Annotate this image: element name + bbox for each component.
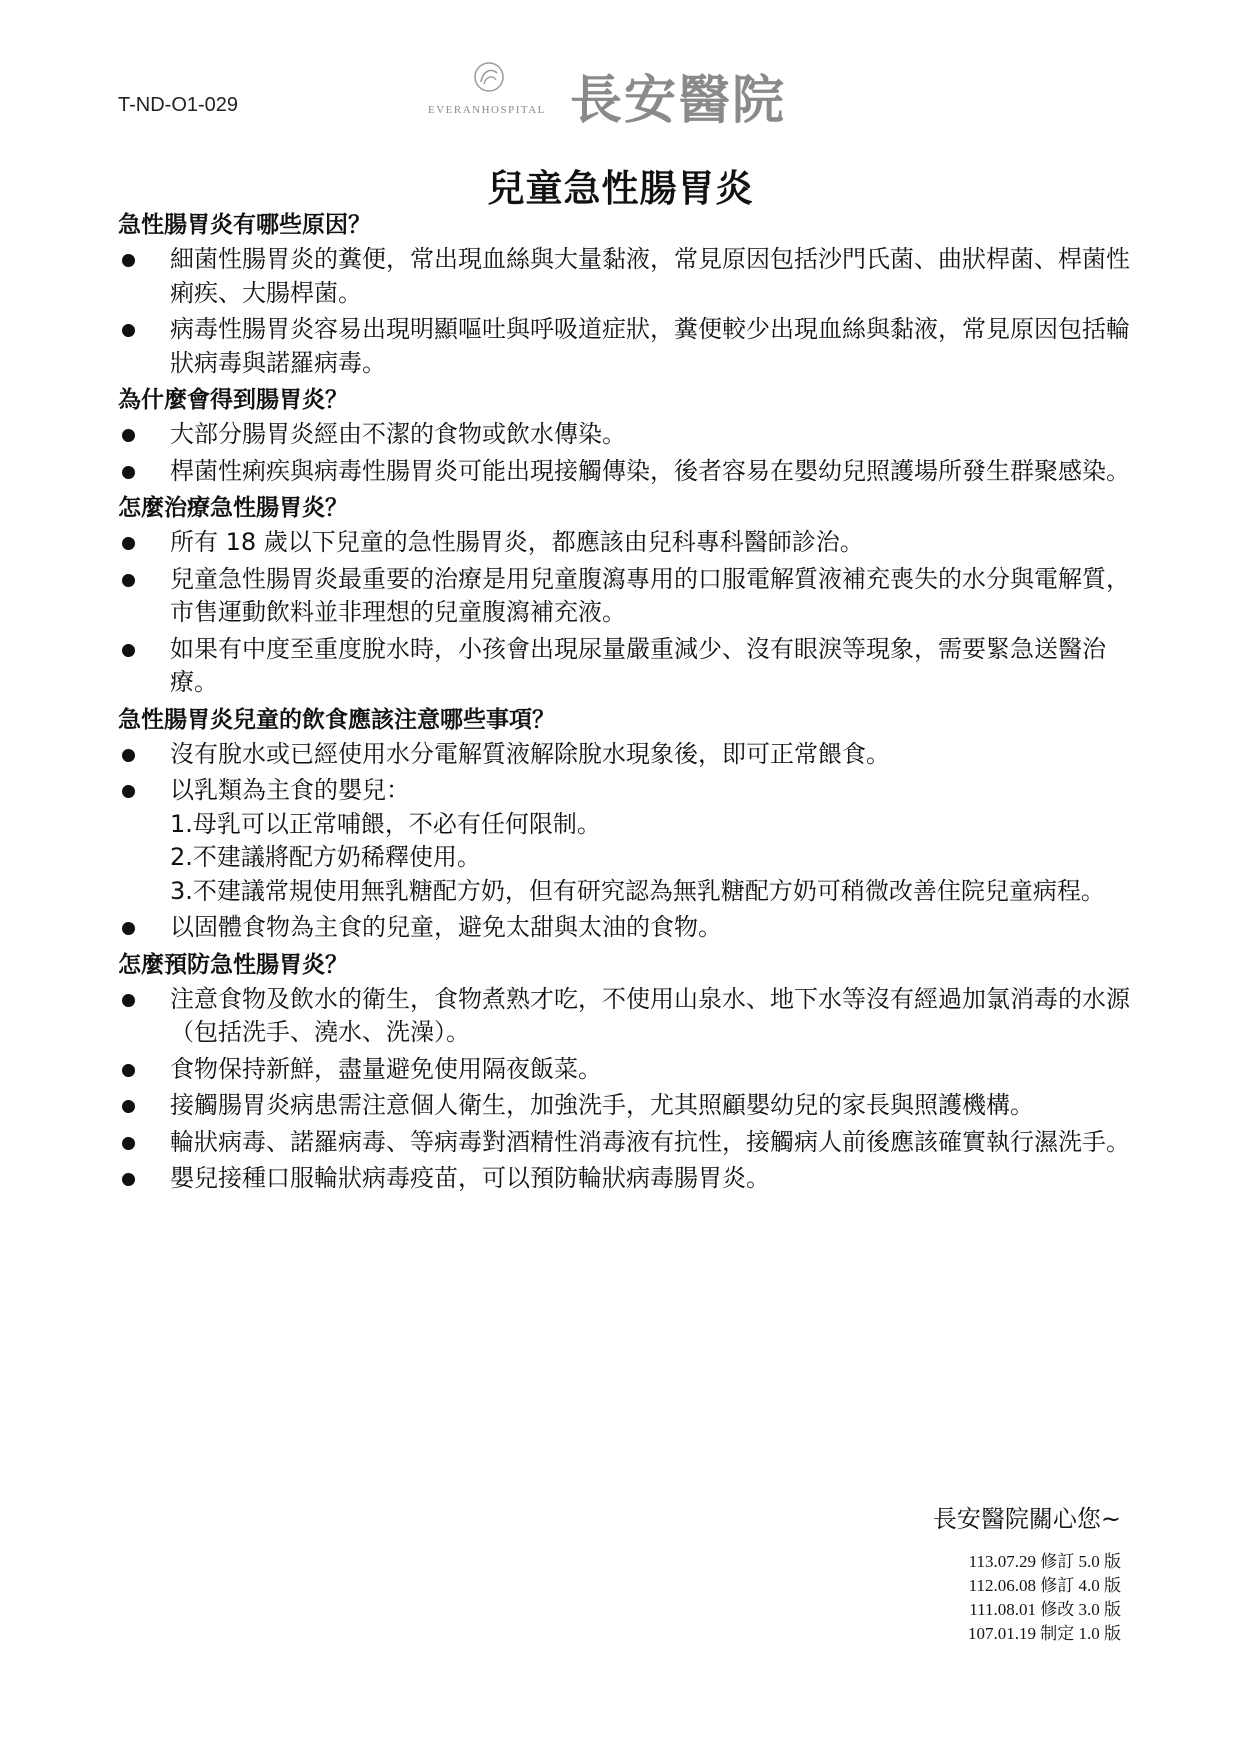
sub-list-item: 1.母乳可以正常哺餵，不必有任何限制。	[170, 809, 601, 838]
list-item	[118, 563, 1130, 630]
section-transmission	[118, 383, 1130, 488]
revision-line: 113.07.29 修訂 5.0 版	[968, 1552, 1121, 1571]
list-item-text: 病毒性腸胃炎容易出現明顯嘔吐與呼吸道症狀，糞便較少出現血絲與黏液，常見原因包括輪狀病毒與諾羅病毒。	[170, 315, 1130, 377]
list-item-text: 細菌性腸胃炎的糞便，常出現血絲與大量黏液，常見原因包括沙門氏菌、曲狀桿菌、桿菌性痢疾、大腸桿菌。	[170, 245, 1130, 307]
list-item	[118, 526, 1130, 560]
bullet-list	[118, 418, 1130, 488]
hospital-emblem-icon	[472, 60, 506, 94]
hospital-logo	[428, 56, 828, 131]
sub-list-item: 3.不建議常規使用無乳糖配方奶，但有研究認為無乳糖配方奶可稍微改善住院兒童病程。	[170, 876, 1105, 905]
bullet-dot-icon	[122, 1100, 135, 1113]
list-item	[118, 774, 1130, 908]
bullet-dot-icon	[122, 1064, 135, 1077]
bullet-dot-icon	[122, 1173, 135, 1186]
footer	[933, 1502, 1121, 1646]
bullet-dot-icon	[122, 574, 135, 587]
list-item	[118, 455, 1130, 489]
bullet-dot-icon	[122, 644, 135, 657]
list-item	[118, 1126, 1130, 1160]
bullet-list	[118, 243, 1130, 380]
bullet-list	[118, 983, 1130, 1196]
bullet-list	[118, 738, 1130, 945]
list-item	[118, 1162, 1130, 1196]
list-item-text: 輪狀病毒、諾羅病毒、等病毒對酒精性消毒液有抗性，接觸病人前後應該確實執行濕洗手。	[170, 1127, 1130, 1156]
bullet-dot-icon	[122, 1137, 135, 1150]
list-item	[118, 1089, 1130, 1123]
page-title: 兒童急性腸胃炎	[487, 167, 754, 210]
revision-line: 107.01.19 制定 1.0 版	[968, 1624, 1121, 1643]
section-heading: 怎麼治療急性腸胃炎？	[118, 495, 348, 521]
bullet-dot-icon	[122, 537, 135, 550]
section-heading: 為什麼會得到腸胃炎？	[118, 387, 348, 413]
list-item-text: 大部分腸胃炎經由不潔的食物或飲水傳染。	[170, 420, 626, 448]
section-prevention	[118, 948, 1130, 1196]
section-heading: 怎麼預防急性腸胃炎？	[118, 951, 348, 978]
list-item-text: 以乳類為主食的嬰兒：	[170, 776, 410, 804]
bullet-dot-icon	[122, 254, 135, 267]
bullet-dot-icon	[122, 785, 135, 798]
sub-list-item: 2.不建議將配方奶稀釋使用。	[170, 843, 481, 871]
bullet-dot-icon	[122, 324, 135, 337]
logo-chinese-name: 長安醫院	[570, 71, 787, 131]
section-diet	[118, 703, 1130, 945]
logo-english-name: EVERANHOSPITAL	[428, 104, 546, 116]
document-body	[118, 208, 1130, 1199]
bullet-dot-icon	[122, 429, 135, 442]
list-item	[118, 633, 1130, 700]
bullet-list	[118, 526, 1130, 700]
revision-line: 111.08.01 修改 3.0 版	[969, 1600, 1121, 1619]
care-message: 長安醫院關心您~	[932, 1505, 1121, 1533]
section-treatment	[118, 491, 1130, 700]
list-item-text: 以固體食物為主食的兒童，避免太甜與太油的食物。	[170, 913, 722, 941]
list-item-text: 食物保持新鮮，盡量避免使用隔夜飯菜。	[170, 1054, 602, 1083]
list-item-text: 嬰兒接種口服輪狀病毒疫苗，可以預防輪狀病毒腸胃炎。	[170, 1164, 770, 1192]
list-item	[118, 738, 1130, 772]
bullet-dot-icon	[122, 994, 135, 1007]
section-heading: 急性腸胃炎兒童的飲食應該注意哪些事項？	[118, 706, 555, 733]
revision-line: 112.06.08 修訂 4.0 版	[968, 1576, 1121, 1595]
bullet-dot-icon	[122, 466, 135, 479]
list-item	[118, 313, 1130, 380]
list-item-text: 接觸腸胃炎病患需注意個人衛生，加強洗手，尤其照顧嬰幼兒的家長與照護機構。	[170, 1091, 1034, 1119]
list-item-text: 兒童急性腸胃炎最重要的治療是用兒童腹瀉專用的口服電解質液補充喪失的水分與電解質，市售運動飲料並非理想的兒童腹瀉補充液。	[170, 564, 1130, 626]
list-item	[118, 418, 1130, 452]
list-item	[118, 1053, 1130, 1087]
bullet-dot-icon	[122, 749, 135, 762]
list-item-text: 如果有中度至重度脫水時，小孩會出現尿量嚴重減少、沒有眼淚等現象，需要緊急送醫治療。	[170, 634, 1106, 696]
list-item	[118, 243, 1130, 310]
section-heading: 急性腸胃炎有哪些原因？	[118, 212, 371, 238]
section-causes	[118, 208, 1130, 380]
list-item-text: 注意食物及飲水的衛生，食物煮熟才吃，不使用山泉水、地下水等沒有經過加氯消毒的水源（包括洗手、澆水、洗澡）。	[170, 984, 1130, 1046]
list-item-text: 桿菌性痢疾與病毒性腸胃炎可能出現接觸傳染，後者容易在嬰幼兒照護場所發生群聚感染。	[170, 456, 1130, 485]
list-item-text: 沒有脫水或已經使用水分電解質液解除脫水現象後，即可正常餵食。	[170, 739, 890, 768]
list-item	[118, 983, 1130, 1050]
bullet-dot-icon	[122, 922, 135, 935]
list-item	[118, 911, 1130, 945]
list-item-text: 所有 18 歲以下兒童的急性腸胃炎，都應該由兒科專科醫師診治。	[170, 528, 864, 556]
document-code: T-ND-O1-029	[118, 94, 239, 116]
